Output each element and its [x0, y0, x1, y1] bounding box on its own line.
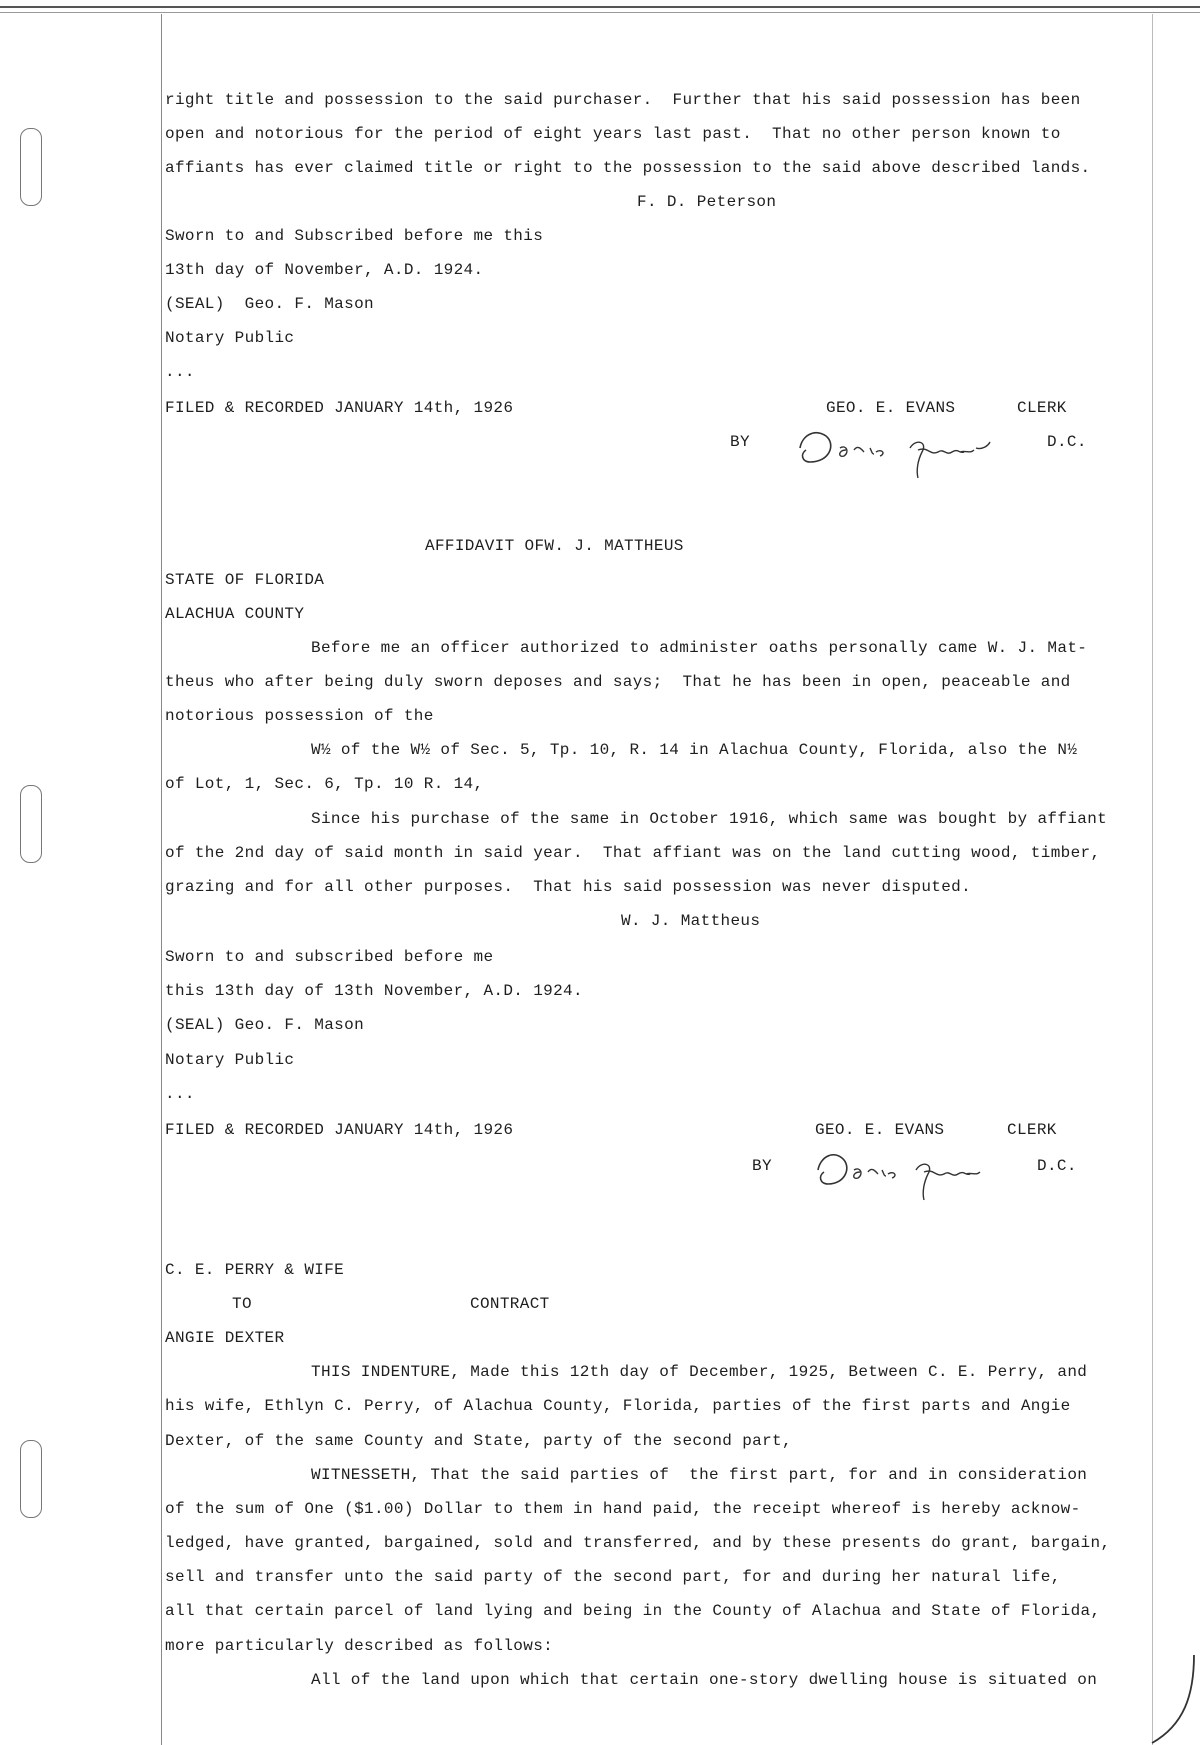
text-line: Since his purchase of the same in October 1916, which same was bought by affiant: [311, 810, 1108, 828]
by-label: BY: [730, 433, 750, 451]
left-margin-rule: [161, 14, 162, 1745]
deputy-clerk: D.C.: [1047, 433, 1087, 451]
text-line: his wife, Ethlyn C. Perry, of Alachua County, Florida, parties of the first parts and Angie: [165, 1397, 1071, 1415]
text-line: of the 2nd day of said month in said year. That affiant was on the land cutting wood, timber,: [165, 844, 1101, 862]
notary-line: Notary Public: [165, 1051, 295, 1069]
filed-recorded: FILED & RECORDED JANUARY 14th, 1926: [165, 399, 514, 417]
ellipsis: ...: [165, 363, 195, 381]
ellipsis: ...: [165, 1085, 195, 1103]
page-corner-curl: [1150, 1655, 1198, 1745]
grantee-heading: ANGIE DEXTER: [165, 1329, 285, 1347]
binder-hole-top: [20, 128, 42, 206]
text-line: affiants has ever claimed title or right to the possession to the said above described lands.: [165, 159, 1091, 177]
text-line: Sworn to and subscribed before me: [165, 948, 494, 966]
text-line: THIS INDENTURE, Made this 12th day of December, 1925, Between C. E. Perry, and: [311, 1363, 1088, 1381]
text-line: of Lot, 1, Sec. 6, Tp. 10 R. 14,: [165, 775, 484, 793]
text-line: grazing and for all other purposes. That his said possession was never disputed.: [165, 878, 972, 896]
text-line: ALACHUA COUNTY: [165, 605, 305, 623]
text-line: all that certain parcel of land lying and being in the County of Alachua and State of Florida,: [165, 1602, 1101, 1620]
clerk-title: CLERK: [1017, 399, 1067, 417]
to-label: TO: [232, 1295, 252, 1313]
filed-recorded: FILED & RECORDED JANUARY 14th, 1926: [165, 1121, 514, 1139]
text-line: notorious possession of the: [165, 707, 434, 725]
text-line: All of the land upon which that certain one-story dwelling house is situated on: [311, 1671, 1098, 1689]
clerk-name: GEO. E. EVANS: [815, 1121, 945, 1139]
seal-line: (SEAL) Geo. F. Mason: [165, 295, 374, 313]
text-line: Before me an officer authorized to administer oaths personally came W. J. Mat-: [311, 639, 1088, 657]
signature-doris-jones: [790, 418, 1020, 480]
text-line: open and notorious for the period of eight years last past. That no other person known to: [165, 125, 1061, 143]
affiant-name: W. J. Mattheus: [621, 912, 761, 930]
text-line: more particularly described as follows:: [165, 1637, 554, 1655]
deputy-clerk: D.C.: [1037, 1157, 1077, 1175]
top-border-rule: [0, 6, 1200, 13]
section-title: AFFIDAVIT OFW. J. MATTHEUS: [425, 537, 684, 555]
clerk-title: CLERK: [1007, 1121, 1057, 1139]
text-line: Dexter, of the same County and State, party of the second part,: [165, 1432, 792, 1450]
text-line: WITNESSETH, That the said parties of the first part, for and in consideration: [311, 1466, 1088, 1484]
signature-doris-jones: [808, 1140, 1018, 1202]
text-line: 13th day of November, A.D. 1924.: [165, 261, 484, 279]
text-line: this 13th day of 13th November, A.D. 1924.: [165, 982, 583, 1000]
notary-line: Notary Public: [165, 329, 295, 347]
clerk-name: GEO. E. EVANS: [826, 399, 956, 417]
right-margin-rule: [1152, 14, 1153, 1745]
text-line: ledged, have granted, bargained, sold and transferred, and by these presents do grant, bargain,: [165, 1534, 1111, 1552]
text-line: sell and transfer unto the said party of the second part, for and during her natural life,: [165, 1568, 1061, 1586]
text-line: right title and possession to the said purchaser. Further that his said possession has been: [165, 91, 1081, 109]
text-line: W½ of the W½ of Sec. 5, Tp. 10, R. 14 in Alachua County, Florida, also the N½: [311, 741, 1078, 759]
text-line: of the sum of One ($1.00) Dollar to them in hand paid, the receipt whereof is hereby acknow-: [165, 1500, 1081, 1518]
grantor-heading: C. E. PERRY & WIFE: [165, 1261, 345, 1279]
text-line: STATE OF FLORIDA: [165, 571, 325, 589]
binder-hole-middle: [20, 785, 42, 863]
text-line: theus who after being duly sworn deposes and says; That he has been in open, peaceable and: [165, 673, 1071, 691]
binder-hole-bottom: [20, 1440, 42, 1518]
by-label: BY: [752, 1157, 772, 1175]
seal-line: (SEAL) Geo. F. Mason: [165, 1016, 365, 1034]
contract-label: CONTRACT: [470, 1295, 550, 1313]
text-line: Sworn to and Subscribed before me this: [165, 227, 544, 245]
affiant-name: F. D. Peterson: [637, 193, 777, 211]
